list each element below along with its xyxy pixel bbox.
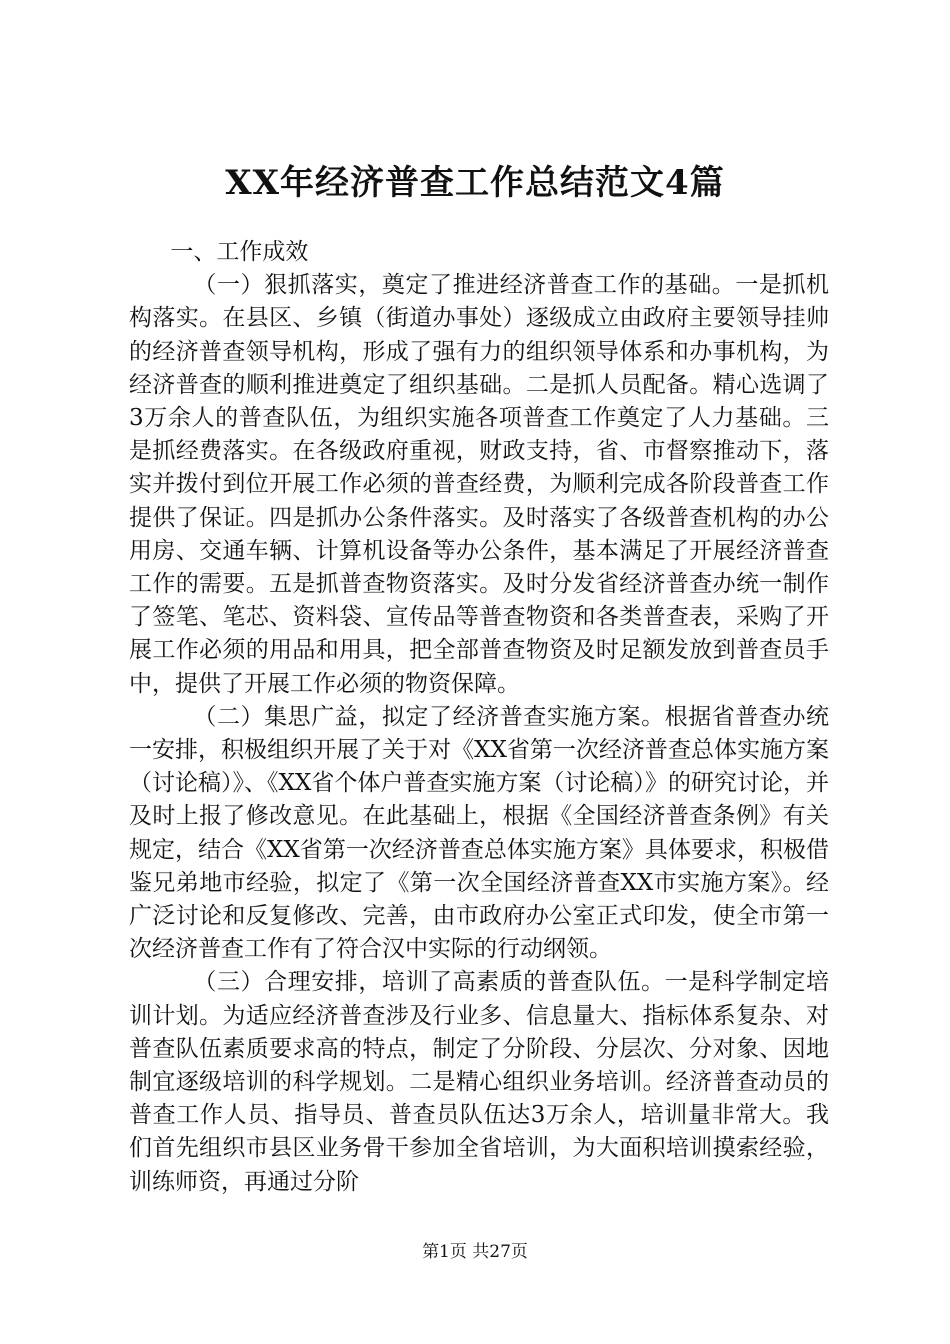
paragraph-3: （三）合理安排，培训了高素质的普查队伍。一是科学制定培训计划。为适应经济普查涉及行业多、信息量大、指标体系复杂、对普查队伍素质要求高的特点，制定了分阶段、分层次、分对象、因地制宜逐级培训的科学规划。二是精心组织业务培训。经济普查动员的普查工作人员、指导员、普查员队伍达3万余人，培训量非常大。我们首先组织市县区业务骨干参加全省培训，为大面积培训摸索经验，训练师资，再通过分阶	[129, 969, 829, 1195]
document-body	[129, 236, 829, 1199]
document-title: XX年经济普查工作总结范文4篇	[225, 163, 725, 203]
paragraph-1: （一）狠抓落实，奠定了推进经济普查工作的基础。一是抓机构落实。在县区、乡镇（街道办事处）逐级成立由政府主要领导挂帅的经济普查领导机构，形成了强有力的组织领导体系和办事机构，为经济普查的顺利推进奠定了组织基础。二是抓人员配备。精心选调了3万余人的普查队伍，为组织实施各项普查工作奠定了人力基础。三是抓经费落实。在各级政府重视，财政支持，省、市督察推动下，落实并拨付到位开展工作必须的普查经费，为顺利完成各阶段普查工作提供了保证。四是抓办公条件落实。及时落实了各级普查机构的办公用房、交通车辆、计算机设备等办公条件，基本满足了开展经济普查工作的需要。五是抓普查物资落实。及时分发省经济普查办统一制作了签笔、笔芯、资料袋、宣传品等普查物资和各类普查表，采购了开展工作必须的用品和用具，把全部普查物资及时足额发放到普查员手中，提供了开展工作必须的物资保障。	[129, 272, 829, 697]
section-heading: 一、工作成效	[170, 239, 309, 265]
paragraph-2: （二）集思广益，拟定了经济普查实施方案。根据省普查办统一安排，积极组织开展了关于对《XX省第一次经济普查总体实施方案（讨论稿）》、《XX省个体户普查实施方案（讨论稿）》的研究讨论，并及时上报了修改意见。在此基础上，根据《全国经济普查条例》有关规定，结合《XX省第一次经济普查总体实施方案》具体要求，积极借鉴兄弟地市经验，拟定了《第一次全国经济普查XX市实施方案》。经广泛讨论和反复修改、完善，由市政府办公室正式印发，使全市第一次经济普查工作有了符合汉中实际的行动纲领。	[129, 703, 829, 963]
page-footer: 第1页 共27页	[422, 1242, 528, 1262]
